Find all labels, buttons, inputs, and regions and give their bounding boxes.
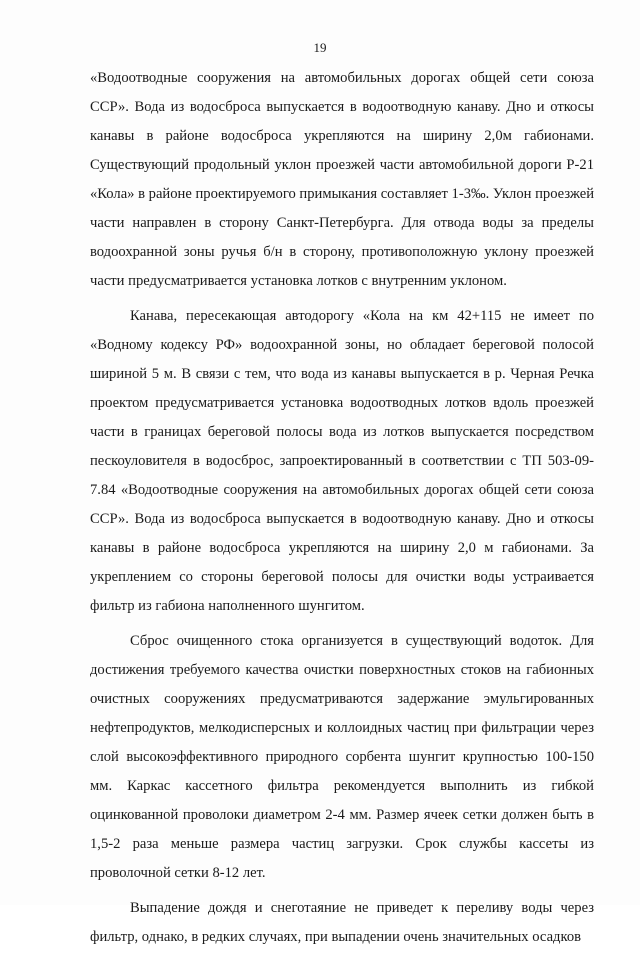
page-number: 19 (313, 40, 327, 55)
paragraph-4: Выпадение дождя и снеготаяние не приведет к переливу воды через фильтр, однако, в редких случаях, при выпадении очень значительных осадков (90, 900, 594, 945)
paragraph-1: «Водоотводные сооружения на автомобильных дорогах общей сети союза ССР». Вода из водосброса выпускается в водоотводную канаву. Дно и откосы канавы в районе водосброса укрепляются на ширину 2,0м габионами. Существующий продольный уклон проезжей части автомобильной дороги Р-21 «Кола» в районе проектируемого примыкания составляет 1-3‰. Уклон проезжей части направлен в сторону Санкт-Петербурга. Для отвода воды за пределы водоохранной зоны ручья б/н в сторону, противоположную уклону проезжей части предусматривается установка лотков с внутренним уклоном. (90, 70, 594, 289)
paragraph-2: Канава, пересекающая автодорогу «Кола на км 42+115 не имеет по «Водному кодексу РФ» водоохранной зоны, но обладает береговой полосой шириной 5 м. В связи с тем, что вода из канавы выпускается в р. Черная Речка проектом предусматривается установка водоотводных лотков вдоль проезжей части в границах береговой полосы вода из лотков выпускается посредством пескоуловителя в водосброс, запроектированный в соответствии с ТП 503-09-7.84 «Водоотводные сооружения на автомобильных дорогах общей сети союза ССР». Вода из водосброса выпускается в водоотводную канаву. Дно и откосы канавы в районе водосброса укрепляются на ширину 2,0 м габионами. За укреплением со стороны береговой полосы для очистки воды устраивается фильтр из габиона наполненного шунгитом. (90, 308, 594, 614)
paragraph-3: Сброс очищенного стока организуется в существующий водоток. Для достижения требуемого качества очистки поверхностных стоков на габионных очистных сооружениях предусматриваются задержание эмульгированных нефтепродуктов, мелкодисперсных и коллоидных частиц при фильтрации через слой высокоэффективного природного сорбента шунгит крупностью 100-150 мм. Каркас кассетного фильтра рекомендуется выполнить из гибкой оцинкованной проволоки диаметром 2-4 мм. Размер ячеек сетки должен быть в 1,5-2 раза меньше размера частиц загрузки. Срок службы кассеты из проволочной сетки 8-12 лет. (90, 633, 594, 881)
body-text (90, 64, 594, 958)
